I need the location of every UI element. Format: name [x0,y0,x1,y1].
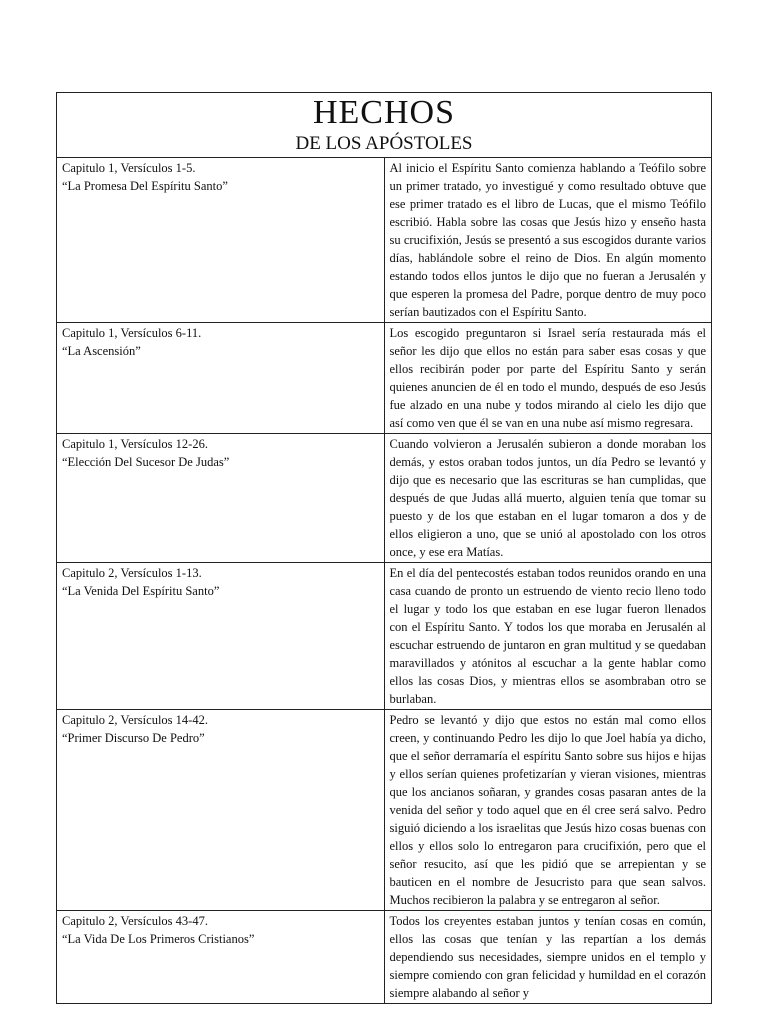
table-row [57,323,712,434]
table-row [57,434,712,563]
chapter-reference: Capitulo 2, Versículos 1-13. [62,566,202,580]
chapter-reference: Capitulo 2, Versículos 43-47. [62,914,208,928]
chapter-reference: Capitulo 1, Versículos 6-11. [62,326,202,340]
document-subtitle: DE LOS APÓSTOLES [295,133,473,154]
chapter-cell [57,158,385,323]
summary-cell: Pedro se levantó y dijo que estos no están mal como ellos creen, y continuando Pedro les dijo lo que Joel había ya dicho, que el señor derramaría el espíritu Santo sobre sus hijos e hijas y ellos serían quienes profetizarían y vieran visiones, mientras que los ancianos soñaran, y grandes cosas pasaran antes de la venida del señor y todo aquel que en él cree será salvo. Pedro siguió diciendo a los israelitas que Jesús hizo cosas buenas con ellos y ellos solo lo entregaron para crucifixión, pero que el señor resucito, así que les pidió que se arrepientan y se bauticen en el nombre de Jesucristo para que sean salvos. Muchos recibieron la palabra y se entregaron al señor. [384,710,712,911]
summary-cell: En el día del pentecostés estaban todos reunidos orando en una casa cuando de pronto un estruendo de viento recio lleno todo el lugar y todo los que estaban en ese lugar fueron llenados con el Espíritu Santo. Y todos los que moraba en Jerusalén al escuchar estruendo de juntaron en gran multitud y se quedaban maravillados y atónitos al escuchar a la gente hablar como ellos las cosas Dios, y mientras ellos se asombraban otro se burlaban. [384,563,712,710]
table-row [57,563,712,710]
chapter-name: “La Promesa Del Espíritu Santo” [62,179,228,193]
chapter-cell [57,563,385,710]
summary-cell: Todos los creyentes estaban juntos y tenían cosas en común, ellos las cosas que tenían y las repartían a los demás dependiendo sus necesidades, siempre unidos en el templo y siempre comiendo con gran felicidad y humildad en el corazón siempre alabando al señor y [384,911,712,1004]
chapter-name: “La Vida De Los Primeros Cristianos” [62,932,255,946]
table-row [57,911,712,1004]
table-row [57,158,712,323]
header-cell [57,93,712,158]
chapter-cell [57,434,385,563]
chapter-name: “La Venida Del Espíritu Santo” [62,584,220,598]
chapter-reference: Capitulo 1, Versículos 12-26. [62,437,208,451]
table-row [57,710,712,911]
chapter-name: “La Ascensión” [62,344,141,358]
chapter-cell [57,323,385,434]
chapter-reference: Capitulo 2, Versículos 14-42. [62,713,208,727]
chapter-cell [57,911,385,1004]
summary-cell: Cuando volvieron a Jerusalén subieron a donde moraban los demás, y estos oraban todos juntos, un día Pedro se levantó y dijo que es necesario que las escrituras se han cumplidas, que después de que Judas allá muerto, alguien tenía que tomar su puesto y de los que estaban en el lugar tomaron a dos y de ellos eligieron a uno, que se unió al apostolado con los otros once, y ese era Matías. [384,434,712,563]
chapter-cell [57,710,385,911]
header-row [57,93,712,158]
chapter-reference: Capitulo 1, Versículos 1-5. [62,161,196,175]
chapter-name: “Primer Discurso De Pedro” [62,731,205,745]
summary-cell: Los escogido preguntaron si Israel sería restaurada más el señor les dijo que ellos no están para saber esas cosas y que ellos recibirán poder por parte del Espíritu Santo y serán quienes anuncien de él en todo el mundo, después de eso Jesús fue alzado en una nube y todos mirando al cielo les dijo que así como ven que él se van en una nube así mismo regresara. [384,323,712,434]
chapter-name: “Elección Del Sucesor De Judas” [62,455,230,469]
document-title: HECHOS [312,94,456,131]
chapters-table [56,92,712,1004]
summary-cell: Al inicio el Espíritu Santo comienza hablando a Teófilo sobre un primer tratado, yo investigué y como resultado obtuve que ese primer tratado es el libro de Lucas, que el mismo Teófilo escribió. Habla sobre las cosas que Jesús hizo y enseño hasta su crucifixión, Jesús se presentó a sus escogidos durante varios días, hablándole sobre el reino de Dios. En algún momento estando todos ellos juntos le dijo que no fueran a Jerusalén y que esperen la promesa del Padre, porque dentro de muy poco serían bautizados con el Espíritu Santo. [384,158,712,323]
